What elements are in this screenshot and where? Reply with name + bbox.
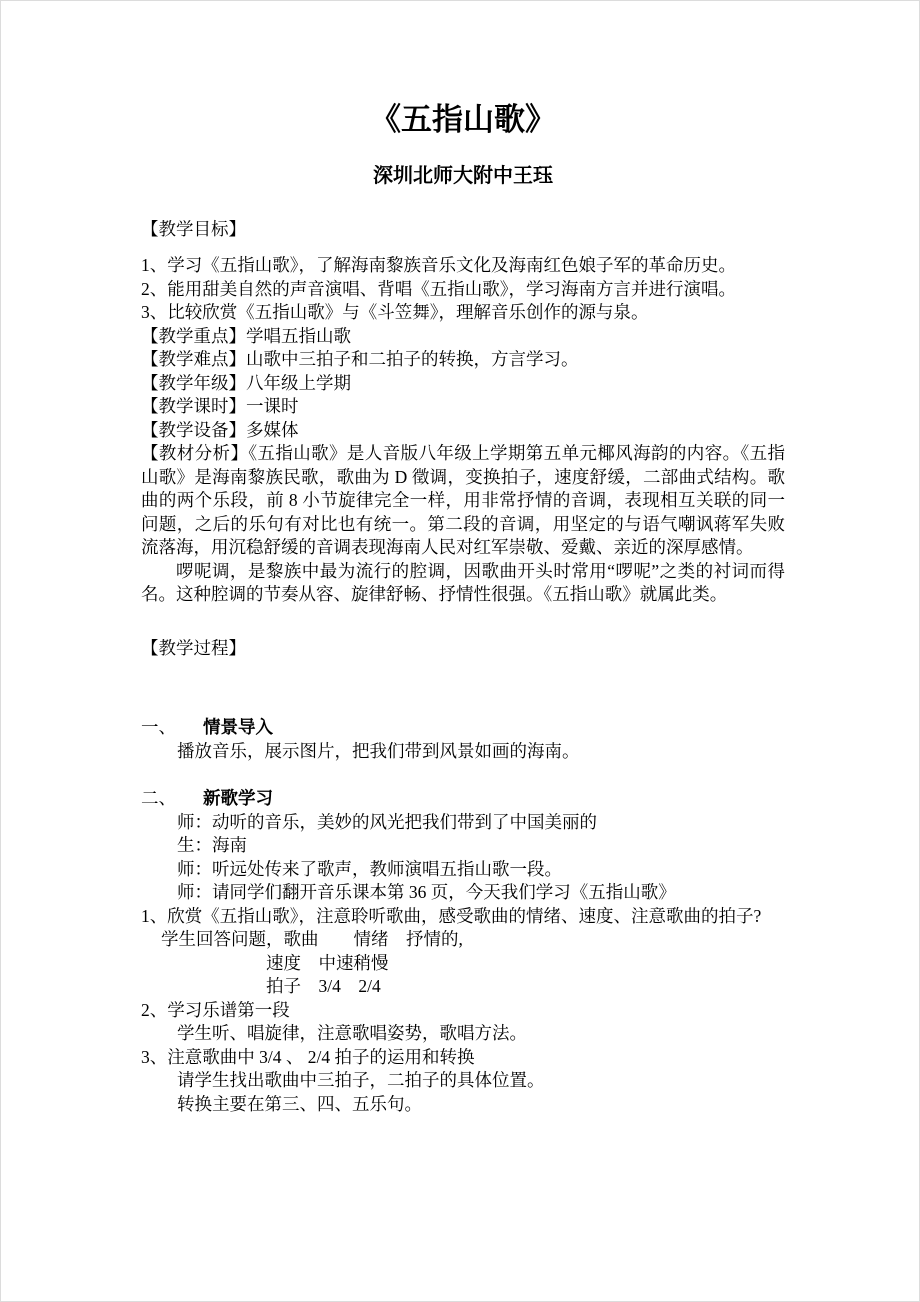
section-2-heading: [141, 787, 785, 811]
objective-item-1: 1、学习《五指山歌》，了解海南黎族音乐文化及海南红色娘子军的革命历史。: [141, 255, 736, 276]
section-2-title: 新歌学习: [203, 788, 273, 809]
objective-item-3: 3、比较欣赏《五指山歌》与《斗笠舞》，理解音乐创作的源与泉。: [141, 302, 649, 323]
process-header: 【教学过程】: [141, 637, 246, 658]
luoni-tune-paragraph: 啰呢调，是黎族中最为流行的腔调，因歌曲开头时常用“啰呢”之类的衬词而得名。这种腔调的节奏从容、旋律舒畅、抒情性很强。《五指山歌》就属此类。: [141, 560, 785, 605]
meta-difficulties: 【教学难点】山歌中三拍子和二拍子的转换，方言学习。: [141, 349, 579, 370]
document-author: 深圳北师大附中王珏: [373, 164, 553, 187]
section-1-heading: [141, 716, 785, 740]
section-2-number: 二、: [141, 788, 176, 809]
step-3-detail-1: 请学生找出歌曲中三拍子，二拍子的具体位置。: [177, 1070, 545, 1091]
meta-equipment: 【教学设备】多媒体: [141, 419, 299, 440]
objectives-header: 【教学目标】: [141, 218, 246, 239]
meta-class-periods: 【教学课时】一课时: [141, 396, 299, 417]
step-answer-tempo: 速度 中速稍慢: [266, 952, 389, 973]
step-3-detail-2: 转换主要在第三、四、五乐句。: [177, 1093, 422, 1114]
document-title: 《五指山歌》: [370, 102, 556, 137]
step-answer-meter: 拍子 3/4 2/4: [266, 976, 381, 997]
objective-item-2: 2、能用甜美自然的声音演唱、背唱《五指山歌》，学习海南方言并进行演唱。: [141, 278, 736, 299]
section-1-title: 情景导入: [203, 717, 273, 738]
step-answer-emotion: 学生回答问题，歌曲 情绪 抒情的,: [161, 929, 463, 950]
meta-key-points: 【教学重点】学唱五指山歌: [141, 325, 351, 346]
section-2-line-2: 生：海南: [177, 835, 247, 856]
step-1-listen-appreciate: 1、欣赏《五指山歌》，注意聆听歌曲，感受歌曲的情绪、速度、注意歌曲的拍子?: [141, 905, 762, 926]
section-1-number: 一、: [141, 717, 176, 738]
section-2-line-3: 师：听远处传来了歌声，教师演唱五指山歌一段。: [177, 858, 562, 879]
step-2-detail: 学生听、唱旋律，注意歌唱姿势，歌唱方法。: [177, 1023, 527, 1044]
step-2-learn-score: 2、学习乐谱第一段: [141, 999, 290, 1020]
meta-grade: 【教学年级】八年级上学期: [141, 372, 351, 393]
section-2-line-1: 师：动听的音乐，美妙的风光把我们带到了中国美丽的: [177, 811, 597, 832]
step-3-meter-change: 3、注意歌曲中 3/4 、 2/4 拍子的运用和转换: [141, 1046, 475, 1067]
section-1-line-1: 播放音乐，展示图片，把我们带到风景如画的海南。: [177, 740, 580, 761]
material-analysis-paragraph: 【教材分析】《五指山歌》是人音版八年级上学期第五单元椰风海韵的内容。《五指山歌》是海南黎族民歌，歌曲为 D 徵调，变换拍子，速度舒缓，二部曲式结构。歌曲的两个乐段，前 8 小节旋律完全一样，用非常抒情的音调，表现相互关联的同一问题，之后的乐句有对比也有统一。第二段的音调，用坚定的与语气嘲讽蒋军失败流落海，用沉稳舒缓的音调表现海南人民对红军崇敬、爱戴、亲近的深厚感情。: [141, 443, 785, 558]
section-2-line-4: 师：请同学们翻开音乐课本第 36 页，今天我们学习《五指山歌》: [177, 882, 676, 903]
